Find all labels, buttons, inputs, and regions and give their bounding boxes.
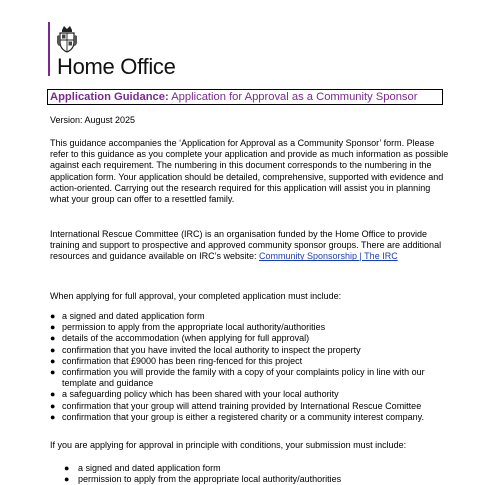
bullet-icon: ● [50,311,56,321]
irc-paragraph [50,229,450,263]
bullet-icon: ● [50,344,56,355]
bullet-icon: ● [50,411,56,422]
logo-text: Home Office [57,54,176,79]
bullet-icon: ● [64,474,70,485]
list-item: ● details of the accommodation (when applying for full approval) [50,333,310,344]
title-text: Application for Approval as a Community Sponsor [168,91,418,103]
list-item: ● confirmation that £9000 has been ring-fenced for this project [50,355,303,366]
full-approval-intro: When applying for full approval, your completed application must include: [50,291,342,301]
list-item: ● confirmation that you have invited the local authority to inspect the property [50,344,361,355]
title-prefix: Application Guidance: [50,91,169,103]
royal-crest-icon [56,24,78,54]
list-item: ● confirmation that your group will attend training provided by International Rescue Comittee [50,400,422,411]
bullet-icon: ● [50,322,56,333]
principle-list [64,463,444,485]
list-item: ● permission to apply from the appropriate local authority/authorities [50,322,326,333]
bullet-icon: ● [50,355,56,366]
bullet-icon: ● [50,389,56,400]
bullet-icon: ● [50,367,56,378]
page-title [47,89,443,105]
list-item: ● confirmation you will provide the family with a copy of your complaints policy in line with our template and guidance [50,367,425,389]
principle-intro: If you are applying for approval in principle with conditions, your submission must include: [50,440,407,450]
irc-website-link[interactable]: Community Sponsorship | The IRC [258,251,398,262]
full-approval-list [50,311,460,423]
list-item: ● confirmation that your group is either a registered charity or a community interest company. [50,411,424,422]
list-item: ● a safeguarding policy which has been shared with your local authority [50,389,339,400]
intro-paragraph: This guidance accompanies the ‘Application for Approval as a Community Sponsor’ form. Please refer to this guidance as you complete your application and provide as much information as possible against each requirement. The numbering in this document corresponds to the numbering in the application form. Your application should be detailed, comprehensive, supported with evidence and action-oriented. Carrying out the research required for this application will assist you in planning what your group can offer to a resettled family. [50,138,449,205]
irc-text: International Rescue Committee (IRC) is an organisation funded by the Home Office to provide training and support to prospective and approved community sponsor groups. There are additional resources and guidance available on IRC’s website: [50,229,442,262]
logo-divider-bar [48,22,50,76]
list-item: ● a signed and dated application form [64,463,221,473]
bullet-icon: ● [50,333,56,344]
bullet-icon: ● [64,463,70,473]
list-item: ● permission to apply from the appropriate local authority/authorities [64,474,342,485]
version-text: Version: August 2025 [50,115,136,125]
list-item: ● a signed and dated application form [50,311,205,321]
bullet-icon: ● [50,400,56,411]
